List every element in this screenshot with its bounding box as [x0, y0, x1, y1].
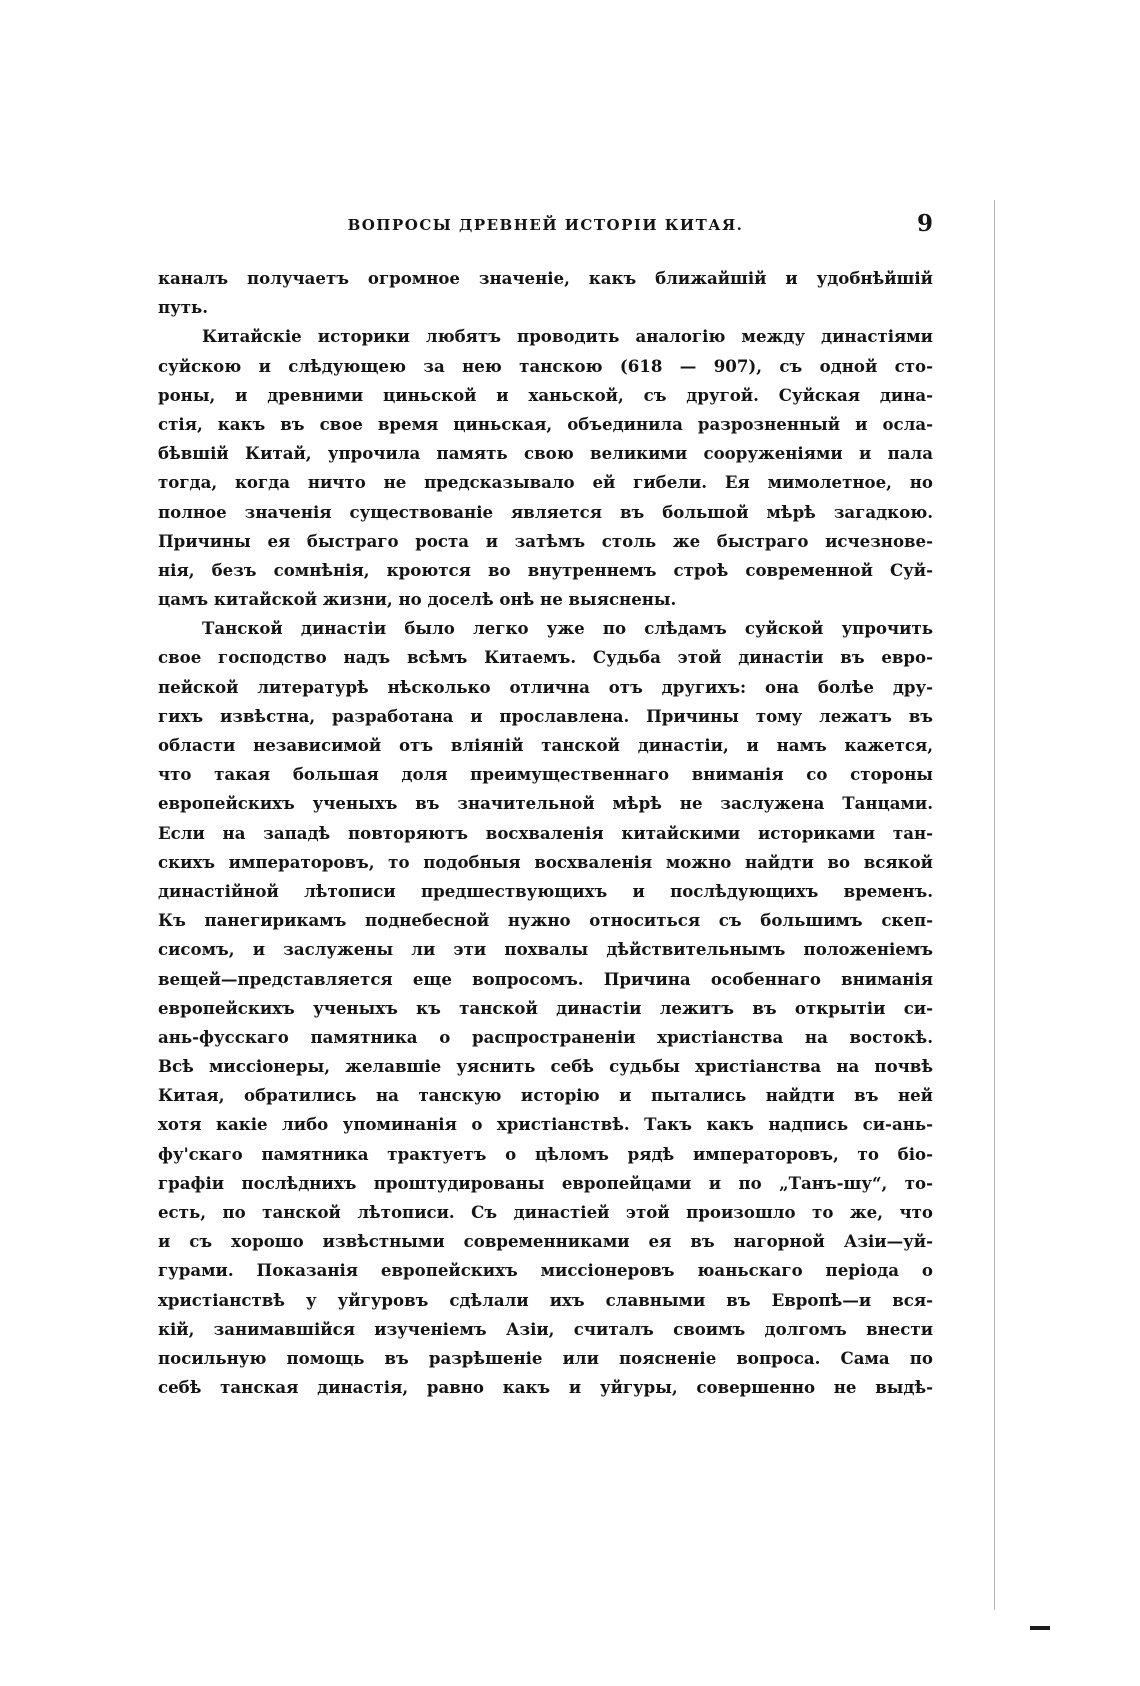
body-text [158, 264, 933, 1402]
text-line: стія, какъ въ свое время циньская, объединила разрозненный и осла- [158, 413, 933, 434]
text-line: что такая большая доля преимущественнаго вниманія со стороны [158, 764, 933, 785]
text-line: скихъ императоровъ, то подобныя восхваленія можно найдти во всякой [158, 851, 933, 872]
text-line: посильную помощь въ разрѣшеніе или поясненіе вопроса. Сама по [158, 1347, 933, 1368]
text-line: фу'скаго памятника трактуетъ о цѣломъ рядѣ императоровъ, то біо- [158, 1143, 933, 1164]
gutter-rule [994, 200, 995, 1610]
text-line: ань-фусскаго памятника о распространеніи христіанства на востокѣ. [158, 1026, 933, 1047]
text-line: гурами. Показанія европейскихъ миссіонеровъ юаньскаго періода о [158, 1260, 933, 1281]
text-line: бѣвшій Китай, упрочила память свою великими сооруженіями и пала [158, 443, 933, 464]
text-line: европейскихъ ученыхъ къ танской династіи лежитъ въ открытіи си- [158, 997, 933, 1018]
text-line: гихъ извѣстна, разработана и прославлена. Причины тому лежатъ въ [158, 705, 933, 726]
text-line: Къ панегирикамъ поднебесной нужно относиться съ большимъ скеп- [158, 910, 933, 931]
text-line: Танской династіи было легко уже по слѣдамъ суйской упрочить [202, 618, 933, 639]
margin-dash-mark [1030, 1626, 1050, 1630]
text-line: графіи послѣднихъ проштудированы европейцами и по „Танъ-шу“, то- [158, 1172, 933, 1193]
running-title: ВОПРОСЫ ДРЕВНЕЙ ИСТОРІИ КИТАЯ. [347, 216, 744, 234]
text-line: свое господство надъ всѣмъ Китаемъ. Судьба этой династіи въ евро- [158, 647, 933, 668]
text-line: путь. [158, 297, 209, 318]
page-number: 9 [916, 210, 933, 237]
text-line: тогда, когда ничто не предсказывало ей гибели. Ея мимолетное, но [158, 472, 933, 493]
text-line: Причины ея быстраго роста и затѣмъ столь же быстраго исчезнове- [158, 530, 933, 551]
text-line: полное значенія существованіе является въ большой мѣрѣ загадкою. [158, 501, 933, 522]
text-line: Если на западѣ повторяютъ восхваленія китайскими историками тан- [158, 822, 933, 843]
text-line: Всѣ миссіонеры, желавшіе уяснить себѣ судьбы христіанства на почвѣ [158, 1056, 933, 1077]
text-line: роны, и древними циньской и ханьской, съ другой. Суйская дина- [158, 384, 933, 405]
text-line: Китайскіе историки любятъ проводить аналогію между династіями [202, 326, 933, 347]
text-line: европейскихъ ученыхъ въ значительной мѣрѣ не заслужена Танцами. [158, 793, 933, 814]
text-line: христіанствѣ у уйгуровъ сдѣлали ихъ славными въ Европѣ—и вся- [158, 1289, 933, 1310]
text-line: кій, занимавшійся изученіемъ Азіи, считалъ своимъ долгомъ внести [158, 1318, 933, 1339]
text-line: себѣ танская династія, равно какъ и уйгуры, совершенно не выдѣ- [158, 1377, 933, 1398]
text-line: и съ хорошо извѣстными современниками ея въ нагорной Азіи—уй- [158, 1231, 933, 1252]
text-line: суйскою и слѣдующею за нею танскою (618 — 907), съ одной сто- [158, 355, 933, 376]
text-line: есть, по танской лѣтописи. Съ династіей этой произошло то же, что [158, 1202, 933, 1222]
text-line: Китая, обратились на танскую исторію и пытались найдти въ ней [158, 1085, 933, 1106]
text-line: области независимой отъ вліяній танской династіи, и намъ кажется, [158, 735, 933, 755]
text-line: династійной лѣтописи предшествующихъ и послѣдующихъ временъ. [158, 880, 933, 901]
page-header [158, 210, 933, 246]
text-line: хотя какіе либо упоминанія о христіанствѣ. Такъ какъ надпись си-ань- [158, 1114, 933, 1135]
text-line: вещей—представляется еще вопросомъ. Причина особеннаго вниманія [158, 968, 933, 989]
text-line: пейской литературѣ нѣсколько отлична отъ другихъ: она болѣе дру- [158, 676, 933, 697]
text-line: цамъ китайской жизни, но доселѣ онѣ не выяснены. [158, 589, 677, 610]
text-line: каналъ получаетъ огромное значеніе, какъ ближайшій и удобнѣйшій [158, 268, 933, 288]
text-line: нія, безъ сомнѣнія, кроются во внутреннемъ строѣ современной Суй- [158, 559, 933, 580]
text-line: сисомъ, и заслужены ли эти похвалы дѣйствительнымъ положеніемъ [158, 939, 933, 960]
